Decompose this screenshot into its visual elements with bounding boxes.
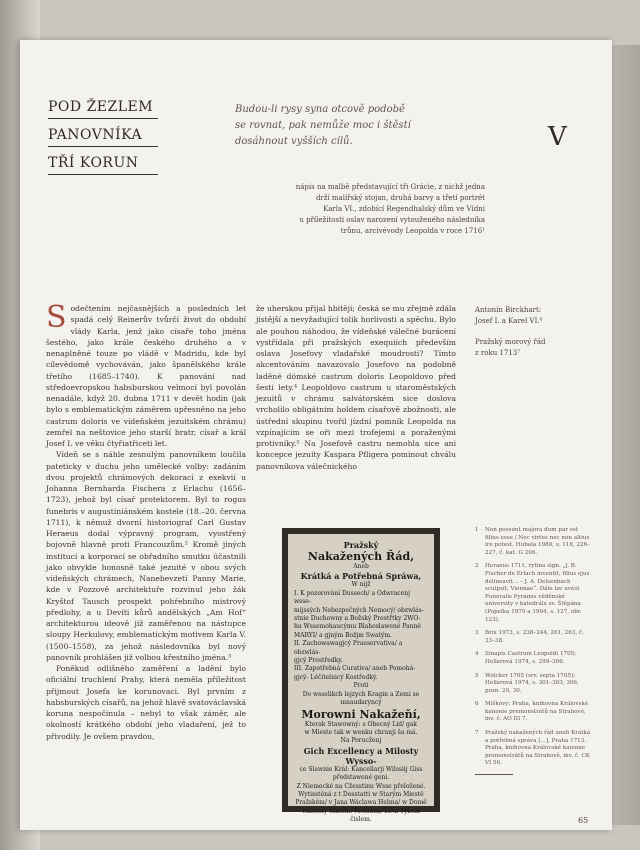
print-line: Do wsselikch lejzych Kragin a Zemi se — [302, 690, 420, 698]
plague-order-title-page-image — [282, 528, 440, 824]
footnote — [475, 730, 593, 768]
footnotes — [475, 527, 593, 775]
print-line: vlasteny Šlatého Melauna/ Léta Tybozi čislem. — [302, 807, 420, 824]
footnote-number: 4 — [475, 651, 479, 658]
print-line: Krátká a Potřebná Spráwa, — [300, 571, 422, 582]
footnote — [475, 563, 593, 624]
print-line: stnie Duchowny a Božský Prostřtky 2WO- — [294, 615, 421, 623]
print-line: gjcý- Léčitelnicý Kostředký. — [294, 673, 378, 681]
epigraph — [235, 102, 475, 150]
title-line: TŘÍ KORUN — [48, 151, 158, 175]
footnote-number: 6 — [475, 701, 479, 708]
footnote-text: Non possunt majora dum par est filius esse / Nec virtus nec non altius ire potest. Hubala 1980, s. 118, 226–227, č. kat. G 206. — [485, 527, 590, 556]
print-line: Nakažených Řád, — [307, 550, 415, 563]
body-paragraph: Poněkud odlišného zaměření a ladění bylo oficiální truchlení Prahy, která neměla příležitost přijmout Josefa ke korunovaci. Byl prvním z habsburských císařů, na jehož hlavě svatováclavská koruna nespočinula – nebyl to však záměr, ale okolností krátkého období jeho vladaření, jež to přivodily. Je ovšem pravdou, — [46, 664, 246, 741]
footnote — [475, 701, 593, 724]
print-line: MARYI/ a gjným Božjm Swatým. — [294, 631, 392, 639]
page-edge — [612, 45, 640, 825]
body-paragraph: Vídeň se s náhle zesnulým panovníkem loučila pateticky v duchu jeho umělecké volby: zadáním dvou projektů chrámových dekorací z exekvií u Johanna Bernharda Fischera z Erlachu (1656–1723), jehož byl císař protektorem. Byl to rogus funebris v augustiniánském kostele (18.–20. června 1711), k němuž dvorní historiograf Carl Gustav Heraeus dodal výpravný program, vyostřený bojovně hlavně proti Francouzům.² Kromě jiných institucí a korporací se obřadního smutku účastnili jako obvykle honosně také jezuité v obou svých vídeňských chrámech, Nanebevzetí Panny Marie, kde v Pozzově architektuře rozvinul jeho žák Kryštof Tausch prospekt pohřebního mistrový předlohy, a u Devíti kůrů andělských „Am Hof“ architekturou ideově již zaměřenou na nástupce sloupy Herkulovy, emblematickým motivem Karla V. (1500–1558), za jehož následovníka byl nový panovník prohlášen již volbou křestního jména.³ — [46, 450, 246, 662]
epigraph-line: dosáhnout vyšších cílů. — [235, 136, 353, 147]
caption-line: drží malířský stojan, druhá barvy a třetí portrét — [315, 194, 485, 202]
body-paragraph: že uherskou přijal hbitěji; česká se mu zřejmě zdála jistější a nevyžadující tolik horlivosti a spěchu. Bylo ale pouhou náhodou, že vídeňské válečné burácení vystřídala při pražských exequiích především oslava Josefovy vladařské moudrosti? Tímto akcentováním navazovalo Josefovo na podobně laděné dómské castrum doloris Leopoldovo před šesti lety.⁴ Leopoldovo castrum u staroměstských jezuitů v chrámu salvátorském sice doslova vrcholilo obligátním holdem císařově zbožnosti, ale ústřední skupinu tvořil jízdní pomník Leopolda na vzpínajícím se oři mezi trofejemi a poraženými protivníky.⁵ Na Josefově castru nemohla sice ani koncepce jezuity Kaspara Pfligera pominout chválu panovníkova válečnického — [256, 304, 456, 471]
footnote-text: Sinapis Castrum Leopoldi 1705; Hellerová 1974, s. 299–306. — [485, 651, 577, 665]
book-page — [20, 40, 612, 830]
footnote — [475, 673, 593, 696]
figure-captions — [475, 305, 585, 369]
print-line: I. K pozorování Dussech/ a Odwracenj wsse- — [294, 589, 410, 606]
print-line: Z Niemecké na Cžesstinu Wsse přeložené. — [296, 782, 426, 790]
footnote — [475, 527, 593, 557]
print-line: Pražský — [343, 540, 379, 550]
print-line: Wytisstěná z t Dosstatti w Starým Miestě — [298, 790, 424, 798]
print-line: gjcý Prostředky. — [294, 657, 343, 665]
print-line: Na Porucženj — [340, 737, 382, 745]
footnote-number: 3 — [475, 630, 479, 637]
page-number: 65 — [578, 816, 589, 825]
footnote-text: Brix 1973, s. 238–244, 261, 263, č. 33–38. — [485, 630, 584, 644]
print-line: Pražském/ v Jana Wáclawa Helma/ w Domě — [295, 799, 427, 807]
body-column-right — [256, 303, 456, 472]
print-line: mijssých Nebezpečných Nemocý/ obzwlás- — [294, 606, 424, 614]
footnote-text: Miškovy: Praha, knihovna Královské kanonie premonstrátů na Strahově, inv. č. AO III 7. — [485, 701, 589, 723]
title-line: PANOVNÍKA — [48, 123, 158, 147]
print-line: III. Zapotřebná Curativa/ aneb Pomohá- — [294, 665, 416, 673]
epigraph-line: Budou-li rysy syna otcově podobě — [235, 104, 405, 115]
footnote — [475, 630, 593, 645]
drop-cap: S — [46, 300, 67, 335]
print-page — [288, 534, 434, 824]
print-line: ce Slawnie Král: Kancellarji Wilssiij Giss — [299, 765, 423, 773]
print-line: W nijž — [351, 581, 371, 589]
footnote-text: Heraeus 1711, rytina sign. „J. B. Fischer de Erlach inventit, filius ejus delineavit... – J. A. Delsenbach sculpsit, Viennae“. Dále lze uvést Funeralis Pyramis věděnské university v katedrále sv. Štěpána (Popelka 1970 a 1994, s. 127, obr. 123). — [485, 563, 590, 623]
print-line: w Mieste tak w wenku chranji ša má. — [304, 728, 418, 736]
title-line: POD ŽEZLEM — [48, 95, 158, 119]
print-line: mnaudaryncý — [340, 699, 382, 707]
figure-caption: Pražský morový řád z roku 1713⁷ — [475, 338, 546, 357]
print-line: II. Zachowawagjcý Praeservativa/ a obzwlás- — [294, 640, 403, 656]
epigraph-caption — [235, 182, 485, 237]
print-line: předstawené geni. — [332, 774, 390, 782]
footnote-text: Wolcker 1705 (srv. septa 1705); Hellerová 1974, s. 301–303, 306, pozn. 29, 30. — [485, 672, 579, 694]
footnote-number: 5 — [475, 672, 479, 679]
body-column-left — [46, 300, 246, 742]
epigraph-line: se rovnat, pak nemůže moc i štěstí — [235, 120, 411, 131]
print-line: Proti — [353, 682, 369, 690]
caption-line: Karla VI., zdobící Regendhalský dům ve Vídni — [322, 205, 485, 213]
print-line: Aneb — [353, 563, 369, 570]
footnote-number: 2 — [475, 563, 479, 570]
print-line: hu Wssemohaucýmu Blahoslawené Panně — [294, 623, 421, 631]
footnote-rule — [475, 774, 513, 775]
footnote-number: 7 — [475, 730, 479, 737]
print-line: Gich Excellency a Milosty Wysso- — [303, 745, 419, 766]
print-line: Kterak Stawowný: s Obecný Lid/ gak — [304, 720, 418, 728]
caption-line: u příležitosti oslav narození vytouženého následníka — [299, 216, 485, 224]
chapter-number: V — [548, 122, 567, 152]
footnote — [475, 651, 593, 666]
chapter-title — [48, 95, 158, 179]
print-line: Morowni Nakažeňí, — [301, 707, 421, 721]
caption-line: trůnu, arcivévody Leopolda v roce 1716¹ — [340, 227, 485, 235]
footnote-text: Pražský nakažených řád aneb Krátká a potřebná správa [...], Praha 1713. Praha, knihovna Královské kanonie premonstrátů na Strahově, inv. č. CK VI 56. — [485, 730, 591, 767]
body-paragraph: Sodečtením nejčasnějších a posledních let spadá celý Reinerův tvůrčí život do období vlády Karla, jenž jako císaře toho jména šestého, jako krále českého druhého a v nenaplněné touze po vládě v Madridu, kde byl cílevědomě vychováván, jako španělského krále třetího (1685–1740). K panování nad středoevropskou habsburskou velmocí byl povolán nenadále, když 20. dubna 1711 v devět hodin (jak bylo s emblematickým záměrem upřesněno na jeho castrum doloris ve vídeňském jezuitském chrámu) zemřel na neštovice jeho starší bratr, císař a král Josef I. ve věku čtyřiatřiceti let. — [46, 300, 246, 448]
figure-caption: Antonín Birckhart: Josef I. a Karel VI.⁶ — [475, 306, 543, 325]
caption-line: nápis na malbě představující tři Grácie, z nichž jedna — [295, 183, 485, 191]
footnote-number: 1 — [475, 527, 479, 533]
